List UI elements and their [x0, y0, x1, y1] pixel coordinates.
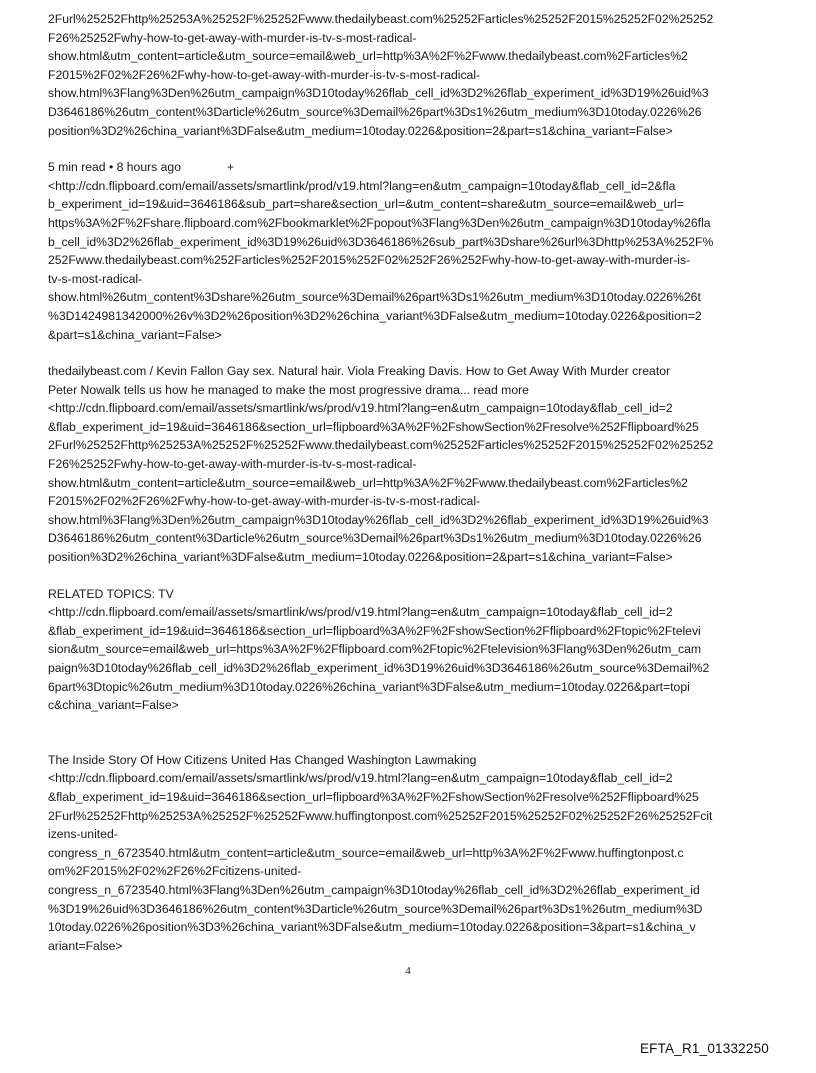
article-link-line[interactable]: 2Furl%25252Fhttp%25253A%25252F%25252Fwww.huffingtonpost.com%25252F2015%25252F02%25252F26%25252Fcit [48, 808, 713, 823]
topic-link-line[interactable]: paign%3D10today%26flab_cell_id%3D2%26flab_experiment_id%3D19%26uid%3D3646186%26utm_source%3Demail%2 [48, 661, 710, 675]
bates-number: EFTA_R1_01332250 [639, 1041, 769, 1056]
article-link-line[interactable]: %3D19%26uid%3D3646186%26utm_content%3Darticle%26utm_source%3Demail%26part%3Ds1%26utm_medium%3D [48, 901, 703, 916]
text-line: 2Furl%25252Fhttp%25253A%25252F%25252Fwww.thedailybeast.com%25252Farticles%25252F2015%25252F02%25252 [48, 12, 714, 26]
text-line: show.html%3Flang%3Den%26utm_campaign%3D10today%26flab_cell_id%3D2%26flab_experiment_id%3D19%26uid%3 [48, 86, 709, 101]
read-time-text: 5 min read • 8 hours ago [48, 160, 181, 175]
article-link-line[interactable]: F2015%2F02%2F26%2Fwhy-how-to-get-away-with-murder-is-tv-s-most-radical- [48, 494, 481, 509]
article-link-line[interactable]: ariant=False> [48, 938, 123, 953]
article-summary-block [48, 362, 770, 567]
article-link-line[interactable]: D3646186%26utm_content%3Darticle%26utm_source%3Demail%26part%3Ds1%26utm_medium%3D10today.0226%26 [48, 531, 702, 546]
topic-link-line[interactable]: 6part%3Dtopic%26utm_medium%3D10today.0226%26china_variant%3DFalse&utm_medium=10today.0226&part=topi [48, 679, 690, 694]
article-summary-line: Peter Nowalk tells us how he managed to make the most progressive drama... read more [48, 382, 529, 397]
text-line: F2015%2F02%2F26%2Fwhy-how-to-get-away-with-murder-is-tv-s-most-radical- [48, 67, 481, 82]
article-link-line[interactable]: &flab_experiment_id=19&uid=3646186&section_url=flipboard%3A%2F%2FshowSection%2Fresolve%252Fflipboard%25 [48, 789, 699, 804]
topic-link-line[interactable]: sion&utm_source=email&web_url=https%3A%2F%2Fflipboard.com%2Ftopic%2Ftelevision%3Flang%3Den%26utm_cam [48, 642, 702, 657]
article-link-line[interactable]: show.html%3Flang%3Den%26utm_campaign%3D10today%26flab_cell_id%3D2%26flab_experiment_id%3D19%26uid%3 [48, 512, 709, 527]
next-article-block [48, 751, 770, 956]
share-block [48, 158, 770, 344]
article-link-line[interactable]: izens-united- [48, 827, 118, 842]
article-link-line[interactable]: congress_n_6723540.html&utm_content=article&utm_source=email&web_url=http%3A%2F%2Fwww.huffingtonpost.c [48, 845, 684, 860]
share-link-line[interactable]: https%3A%2F%2Fshare.flipboard.com%2Fbookmarklet%2Fpopout%3Flang%3Den%26utm_campaign%3D10today%26fla [48, 215, 711, 230]
read-time-row [48, 158, 770, 177]
share-plus-link[interactable]: + [227, 160, 235, 175]
article-link-line[interactable]: 10today.0226%26position%3D3%26china_variant%3DFalse&utm_medium=10today.0226&position=3&part=s1&china_v [48, 920, 696, 935]
topic-link-line[interactable]: <http://cdn.flipboard.com/email/assets/smartlink/ws/prod/v19.html?lang=en&utm_campaign=10today&flab_cell_id=2 [48, 605, 673, 620]
page-number: 4 [405, 965, 411, 977]
share-link-line[interactable]: b_cell_id%3D2%26flab_experiment_id%3D19%26uid%3D3646186%26sub_part%3Dshare%26url%3Dhttp%253A%252F% [48, 234, 714, 249]
article-link-line[interactable]: show.html&utm_content=article&utm_source=email&web_url=http%3A%2F%2Fwww.thedailybeast.com%2Farticles%2 [48, 475, 688, 490]
article-link-line[interactable]: <http://cdn.flipboard.com/email/assets/smartlink/ws/prod/v19.html?lang=en&utm_campaign=10today&flab_cell_id=2 [48, 771, 673, 786]
related-topics-heading: RELATED TOPICS: TV [48, 586, 174, 601]
article-link-line[interactable]: 2Furl%25252Fhttp%25253A%25252F%25252Fwww.thedailybeast.com%25252Farticles%25252F2015%25252F02%25252 [48, 438, 714, 453]
share-link-line[interactable]: %3D1424981342000%26v%3D2%26position%3D2%26china_variant%3DFalse&utm_medium=10today.0226&position=2 [48, 308, 702, 323]
article-title: The Inside Story Of How Citizens United Has Changed Washington Lawmaking [48, 752, 477, 767]
text-line: position%3D2%26china_variant%3DFalse&utm_medium=10today.0226&position=2&part=s1&china_variant=False> [48, 123, 673, 138]
share-link-line[interactable]: show.html%26utm_content%3Dshare%26utm_source%3Demail%26part%3Ds1%26utm_medium%3D10today.0226%26t [48, 290, 701, 305]
text-line: F26%25252Fwhy-how-to-get-away-with-murder-is-tv-s-most-radical- [48, 30, 417, 45]
text-line: show.html&utm_content=article&utm_source=email&web_url=http%3A%2F%2Fwww.thedailybeast.com%2Farticles%2 [48, 49, 688, 64]
document-page [48, 10, 770, 955]
article-summary-line: thedailybeast.com / Kevin Fallon Gay sex. Natural hair. Viola Freaking Davis. How to Get Away With Murder creator [48, 364, 671, 379]
text-line: D3646186%26utm_content%3Darticle%26utm_source%3Demail%26part%3Ds1%26utm_medium%3D10today.0226%26 [48, 104, 702, 119]
topic-link-line[interactable]: &flab_experiment_id=19&uid=3646186&section_url=flipboard%3A%2F%2FshowSection%2Fflipboard%2Ftopic%2Ftelevi [48, 623, 701, 638]
article-link-line[interactable]: &flab_experiment_id=19&uid=3646186&section_url=flipboard%3A%2F%2FshowSection%2Fresolve%252Fflipboard%25 [48, 419, 699, 434]
article-link-line[interactable]: congress_n_6723540.html%3Flang%3Den%26utm_campaign%3D10today%26flab_cell_id%3D2%26flab_experiment_id [48, 882, 700, 897]
share-link-line[interactable]: <http://cdn.flipboard.com/email/assets/smartlink/prod/v19.html?lang=en&utm_campaign=10today&flab_cell_id=2&fla [48, 178, 676, 193]
topic-link-line[interactable]: c&china_variant=False> [48, 698, 179, 713]
related-topics-block [48, 585, 770, 715]
share-link-line[interactable]: &part=s1&china_variant=False> [48, 327, 222, 342]
article-link-line[interactable]: <http://cdn.flipboard.com/email/assets/smartlink/ws/prod/v19.html?lang=en&utm_campaign=10today&flab_cell_id=2 [48, 401, 673, 416]
url-block-continued [48, 10, 770, 140]
share-link-line[interactable]: b_experiment_id=19&uid=3646186&sub_part=share&section_url=&utm_content=share&utm_source=email&web_url= [48, 197, 684, 212]
article-link-line[interactable]: F26%25252Fwhy-how-to-get-away-with-murder-is-tv-s-most-radical- [48, 457, 417, 472]
share-link-line[interactable]: tv-s-most-radical- [48, 271, 143, 286]
article-link-line[interactable]: om%2F2015%2F02%2F26%2Fcitizens-united- [48, 864, 302, 879]
article-link-line[interactable]: position%3D2%26china_variant%3DFalse&utm_medium=10today.0226&position=2&part=s1&china_variant=False> [48, 550, 673, 565]
share-link-line[interactable]: 252Fwww.thedailybeast.com%252Farticles%252F2015%252F02%252F26%252Fwhy-how-to-get-away-with-murder-is- [48, 253, 691, 268]
